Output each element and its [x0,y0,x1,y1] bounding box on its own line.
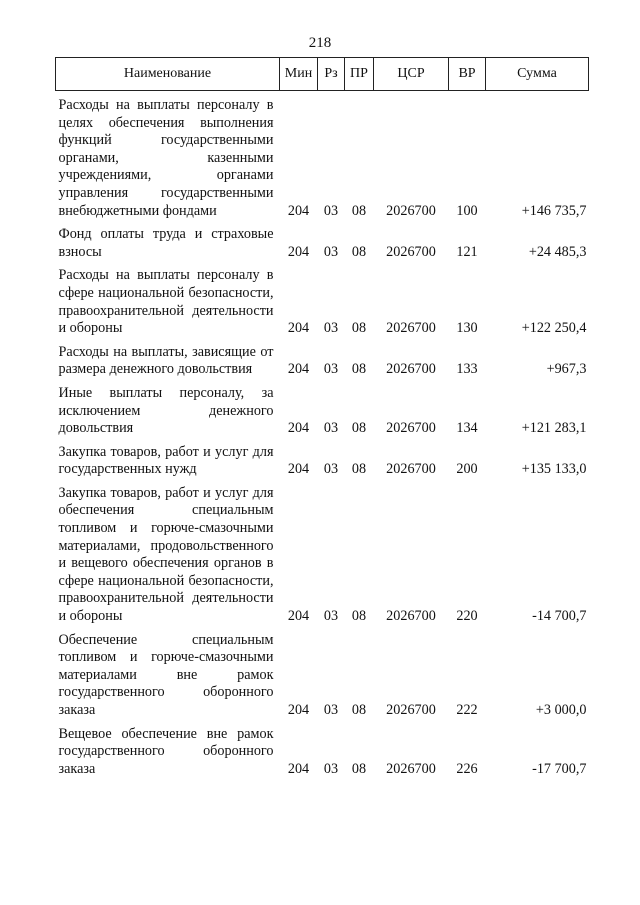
row-name: Закупка товаров, работ и услуг для обеспечения специальным топливом и горюче-смазочными материалами, продовольственного и вещевого обеспечения органов в сфере национальной безопасности, правоохранительной деятельности и обороны [58,484,274,625]
row-sum: +121 283,1 [521,420,587,437]
header-name: Наименование [56,58,280,91]
row-csr: 2026700 [386,361,436,378]
row-csr: 2026700 [386,243,436,260]
table-body [56,91,589,779]
row-csr: 2026700 [386,760,436,777]
row-min: 204 [287,702,310,718]
table-row [56,261,589,337]
row-pr: 08 [351,608,367,625]
row-csr: 2026700 [386,420,436,437]
row-sum: +24 485,3 [528,243,587,260]
row-name: Расходы на выплаты, зависящие от размера денежного довольствия [58,343,274,378]
row-min: 204 [287,461,310,478]
table-row [56,626,589,720]
row-vr: 134 [456,420,478,437]
row-sum: +122 250,4 [521,320,587,337]
row-pr: 08 [351,361,367,378]
header-sum: Сумма [486,58,589,91]
row-name: Иные выплаты персоналу, за исключением денежного довольствия [58,384,274,437]
row-min: 204 [287,320,310,337]
row-sum: +967,3 [546,361,587,378]
row-csr: 2026700 [386,608,436,625]
row-rz: 03 [323,243,339,260]
table-row [56,379,589,438]
row-csr: 2026700 [386,202,436,219]
row-rz: 03 [323,608,339,625]
row-min: 204 [287,202,310,219]
row-pr: 08 [351,760,367,777]
row-min: 204 [287,420,310,437]
header-vr: ВР [449,58,486,91]
row-rz: 03 [323,202,339,219]
row-vr: 133 [456,361,478,378]
row-rz: 03 [323,461,339,478]
row-vr: 100 [456,202,478,219]
row-pr: 08 [351,461,367,478]
row-sum: +146 735,7 [521,202,587,219]
header-pr: ПР [345,58,374,91]
row-sum: -17 700,7 [532,760,587,777]
row-name: Расходы на выплаты персоналу в сфере национальной безопасности, правоохранительной деятельности и обороны [58,267,274,337]
page-number: 218 [308,35,332,51]
table-row [56,479,589,626]
row-sum: +3 000,0 [535,702,587,718]
row-vr: 130 [456,320,478,337]
row-pr: 08 [351,420,367,437]
row-vr: 226 [456,760,478,777]
row-name: Вещевое обеспечение вне рамок государственного оборонного заказа [58,725,274,777]
row-name: Обеспечение специальным топливом и горюче-смазочными материалами вне рамок государственного оборонного заказа [58,631,274,718]
row-min: 204 [287,361,310,378]
row-min: 204 [287,608,310,625]
header-min: Мин [280,58,318,91]
row-csr: 2026700 [386,461,436,478]
row-sum: +135 133,0 [521,461,587,478]
table-row [56,220,589,261]
row-vr: 200 [456,461,478,478]
table-row [56,338,589,379]
table-row [56,91,589,221]
header-csr: ЦСР [374,58,449,91]
row-min: 204 [287,760,310,777]
table-row [56,438,589,479]
row-rz: 03 [323,420,339,437]
header-rz: Рз [318,58,345,91]
table-header [56,58,589,91]
row-min: 204 [287,243,310,260]
row-rz: 03 [323,361,339,378]
row-vr: 121 [456,243,478,260]
row-name: Фонд оплаты труда и страховые взносы [58,226,274,260]
row-rz: 03 [323,702,339,718]
row-rz: 03 [323,320,339,337]
row-name: Расходы на выплаты персоналу в целях обеспечения выполнения функций государственными органами, казенными учреждениями, органами управления государственными внебюджетными фондами [58,97,274,219]
row-rz: 03 [323,760,339,777]
row-name: Закупка товаров, работ и услуг для государственных нужд [58,443,274,478]
budget-table [55,57,589,778]
row-csr: 2026700 [386,702,436,718]
row-pr: 08 [351,702,367,718]
row-vr: 220 [456,608,478,625]
row-csr: 2026700 [386,320,436,337]
row-pr: 08 [351,320,367,337]
table-row [56,720,589,779]
row-pr: 08 [351,202,367,219]
row-pr: 08 [351,243,367,260]
row-sum: -14 700,7 [532,608,587,625]
row-vr: 222 [456,702,478,718]
